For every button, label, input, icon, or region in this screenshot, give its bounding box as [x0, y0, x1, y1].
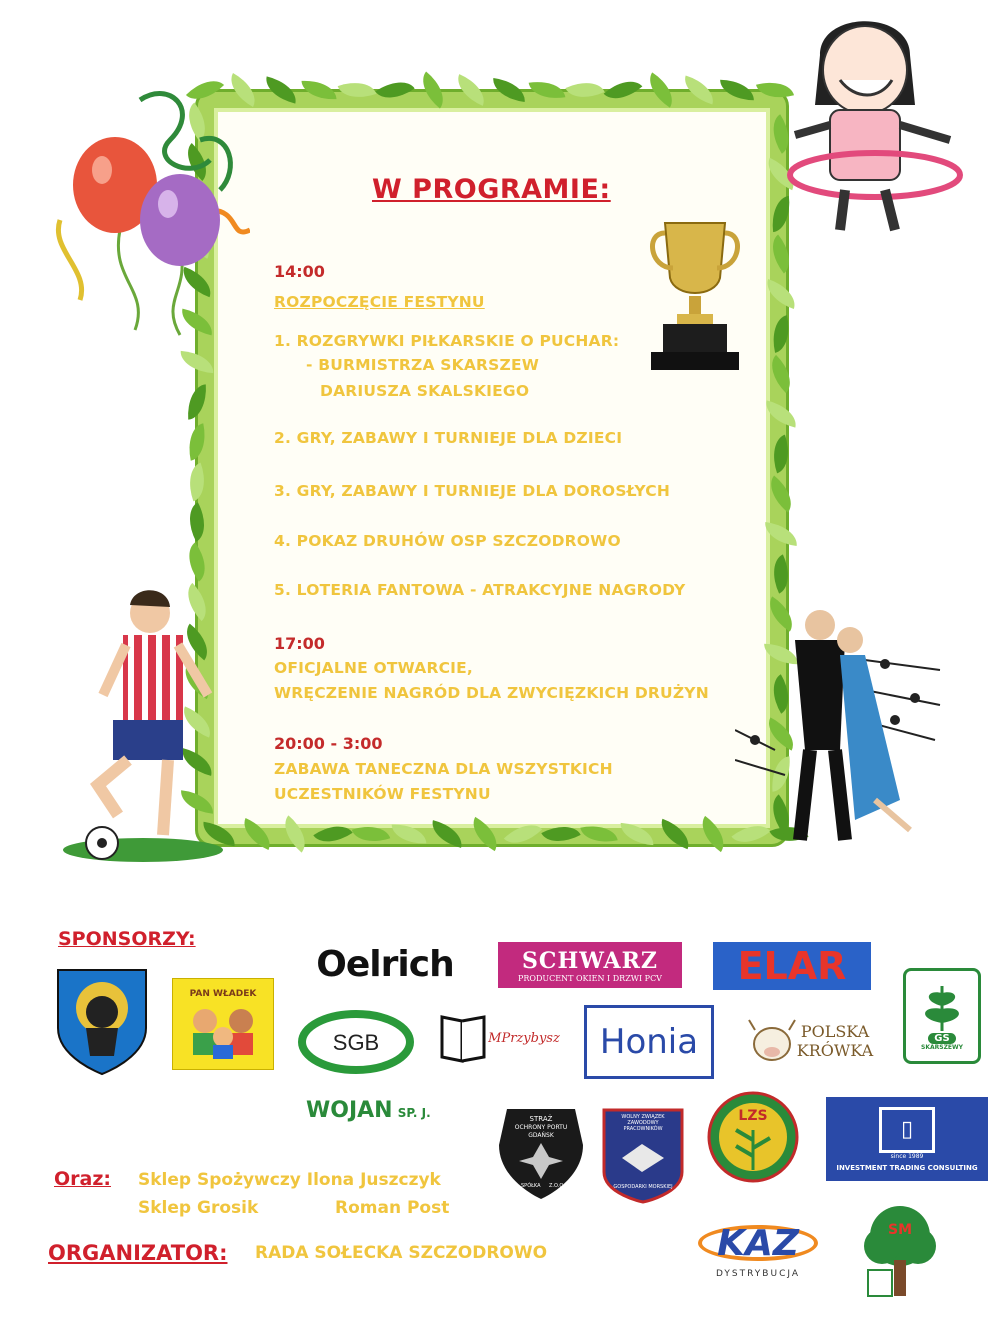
schwarz-logo [498, 942, 682, 988]
girl-hula-hoop-illustration [780, 15, 970, 245]
pan-wladek-logo [172, 978, 274, 1070]
zwiazek-zawodowy-logo [602, 1108, 684, 1204]
elar-logo [713, 942, 871, 990]
kaz-subtext: DYSTRYBUCJA [715, 1269, 801, 1279]
schwarz-subtext: PRODUCENT OKIEN I DRZWI PCV [518, 973, 662, 983]
children-icon [183, 999, 263, 1059]
cow-icon [747, 1016, 797, 1066]
przybysz-text: MPrzybysz [488, 1030, 560, 1046]
time-17: 17:00 [274, 634, 325, 653]
itc-text: INVESTMENT TRADING CONSULTING [836, 1163, 978, 1172]
straz-text-2: OCHRONY PORTU [514, 1124, 568, 1131]
wheat-icon [912, 981, 972, 1033]
itc-logo [826, 1097, 988, 1181]
sm-text: SM [887, 1222, 913, 1238]
program-item-3: 3. GRY, ZABAWY I TURNIEJE DLA DOROSŁYCH [274, 482, 671, 500]
program-17-line-2: WRĘCZENIE NAGRÓD DLA ZWYCIĘZKICH DRUŻYN [274, 684, 709, 702]
kaz-logo [690, 1205, 826, 1291]
krowka-text-2: KRÓWKA [796, 1041, 874, 1060]
honia-text: Honia [599, 1022, 699, 1062]
time-20: 20:00 - 3:00 [274, 734, 383, 753]
wojan-logo [306, 1098, 431, 1123]
sponsors-label: SPONSORZY: [58, 928, 196, 950]
lzs-logo [706, 1090, 800, 1184]
straz-ochrony-portu-logo [497, 1105, 585, 1201]
zwiazek-text-2: GOSPODARKI MORSKIEJ [613, 1184, 673, 1190]
football-player-illustration [58, 585, 223, 865]
book-icon [438, 1011, 488, 1065]
program-20-line-2: UCZESTNIKÓW FESTYNU [274, 785, 491, 803]
kaz-text: KAZ [717, 1222, 799, 1264]
oraz-line-2b: Roman Post [335, 1198, 450, 1218]
program-title: W PROGRAMIE: [372, 174, 611, 205]
krowka-text-1: POLSKA [800, 1022, 870, 1041]
wojan-sp-text: SP. J. [397, 1106, 431, 1120]
pan-wladek-text: PAN WŁADEK [189, 989, 257, 999]
sgb-text: SGB [332, 1030, 380, 1055]
dancing-couple-illustration [735, 600, 955, 850]
program-17-line-1: OFICJALNE OTWARCIE, [274, 659, 474, 677]
oraz-label: Oraz: [54, 1168, 111, 1190]
lzs-text: LZS [738, 1108, 768, 1124]
program-item-1-sub-1: - BURMISTRZA SKARSZEW [306, 356, 540, 374]
gs-skarszewy-logo [903, 968, 981, 1064]
trophy-icon [645, 218, 745, 373]
oelrich-logo [303, 940, 467, 988]
oraz-line-2a: Sklep Grosik [138, 1198, 259, 1218]
program-item-1: 1. ROZGRYWKI PIŁKARSKIE O PUCHAR: [274, 332, 620, 350]
straz-text-3: GDAŃSK [528, 1132, 554, 1139]
program-item-2: 2. GRY, ZABAWY I TURNIEJE DLA DZIECI [274, 429, 623, 447]
organizer-label: ORGANIZATOR: [48, 1241, 228, 1265]
time-14: 14:00 [274, 262, 325, 281]
wojan-text: WOJAN [306, 1098, 393, 1123]
gs-subtext: SKARSZEWY [921, 1044, 963, 1051]
zwiazek-text: WOLNY ZWIĄZEK ZAWODOWY PRACOWNIKÓW [621, 1114, 665, 1132]
straz-text-4: SPÓŁKA [521, 1183, 541, 1189]
program-20-line-1: ZABAWA TANECZNA DLA WSZYSTKICH [274, 760, 613, 778]
oraz-line-1: Sklep Spożywczy Ilona Juszczyk [138, 1170, 441, 1190]
polska-krowka-logo [740, 1008, 880, 1074]
gs-text: GS [928, 1033, 955, 1044]
opening-item: ROZPOCZĘCIE FESTYNU [274, 293, 485, 311]
straz-text-5: Z.O.O. [549, 1183, 565, 1189]
program-item-4: 4. POKAZ DRUHÓW OSP SZCZODROWO [274, 532, 621, 550]
sgb-logo [298, 1008, 414, 1076]
program-item-1-sub-2: DARIUSZA SKALSKIEGO [320, 382, 530, 400]
schwarz-text: SCHWARZ [522, 947, 658, 974]
honia-logo [584, 1005, 714, 1079]
program-item-5: 5. LOTERIA FANTOWA - ATRAKCYJNE NAGRODY [274, 581, 686, 599]
przybysz-logo [432, 1010, 566, 1066]
coat-of-arms-logo [56, 968, 148, 1076]
organizer-value: RADA SOŁECKA SZCZODROWO [255, 1243, 548, 1263]
itc-since: since 1989 [890, 1152, 924, 1160]
straz-text-1: STRAŻ [529, 1115, 553, 1123]
oelrich-text: Oelrich [316, 943, 454, 985]
balloons-illustration [40, 80, 250, 340]
sm-logo [860, 1202, 940, 1298]
elar-text: ELAR [737, 944, 847, 988]
itc-emblem-icon: ▯ [879, 1107, 935, 1153]
